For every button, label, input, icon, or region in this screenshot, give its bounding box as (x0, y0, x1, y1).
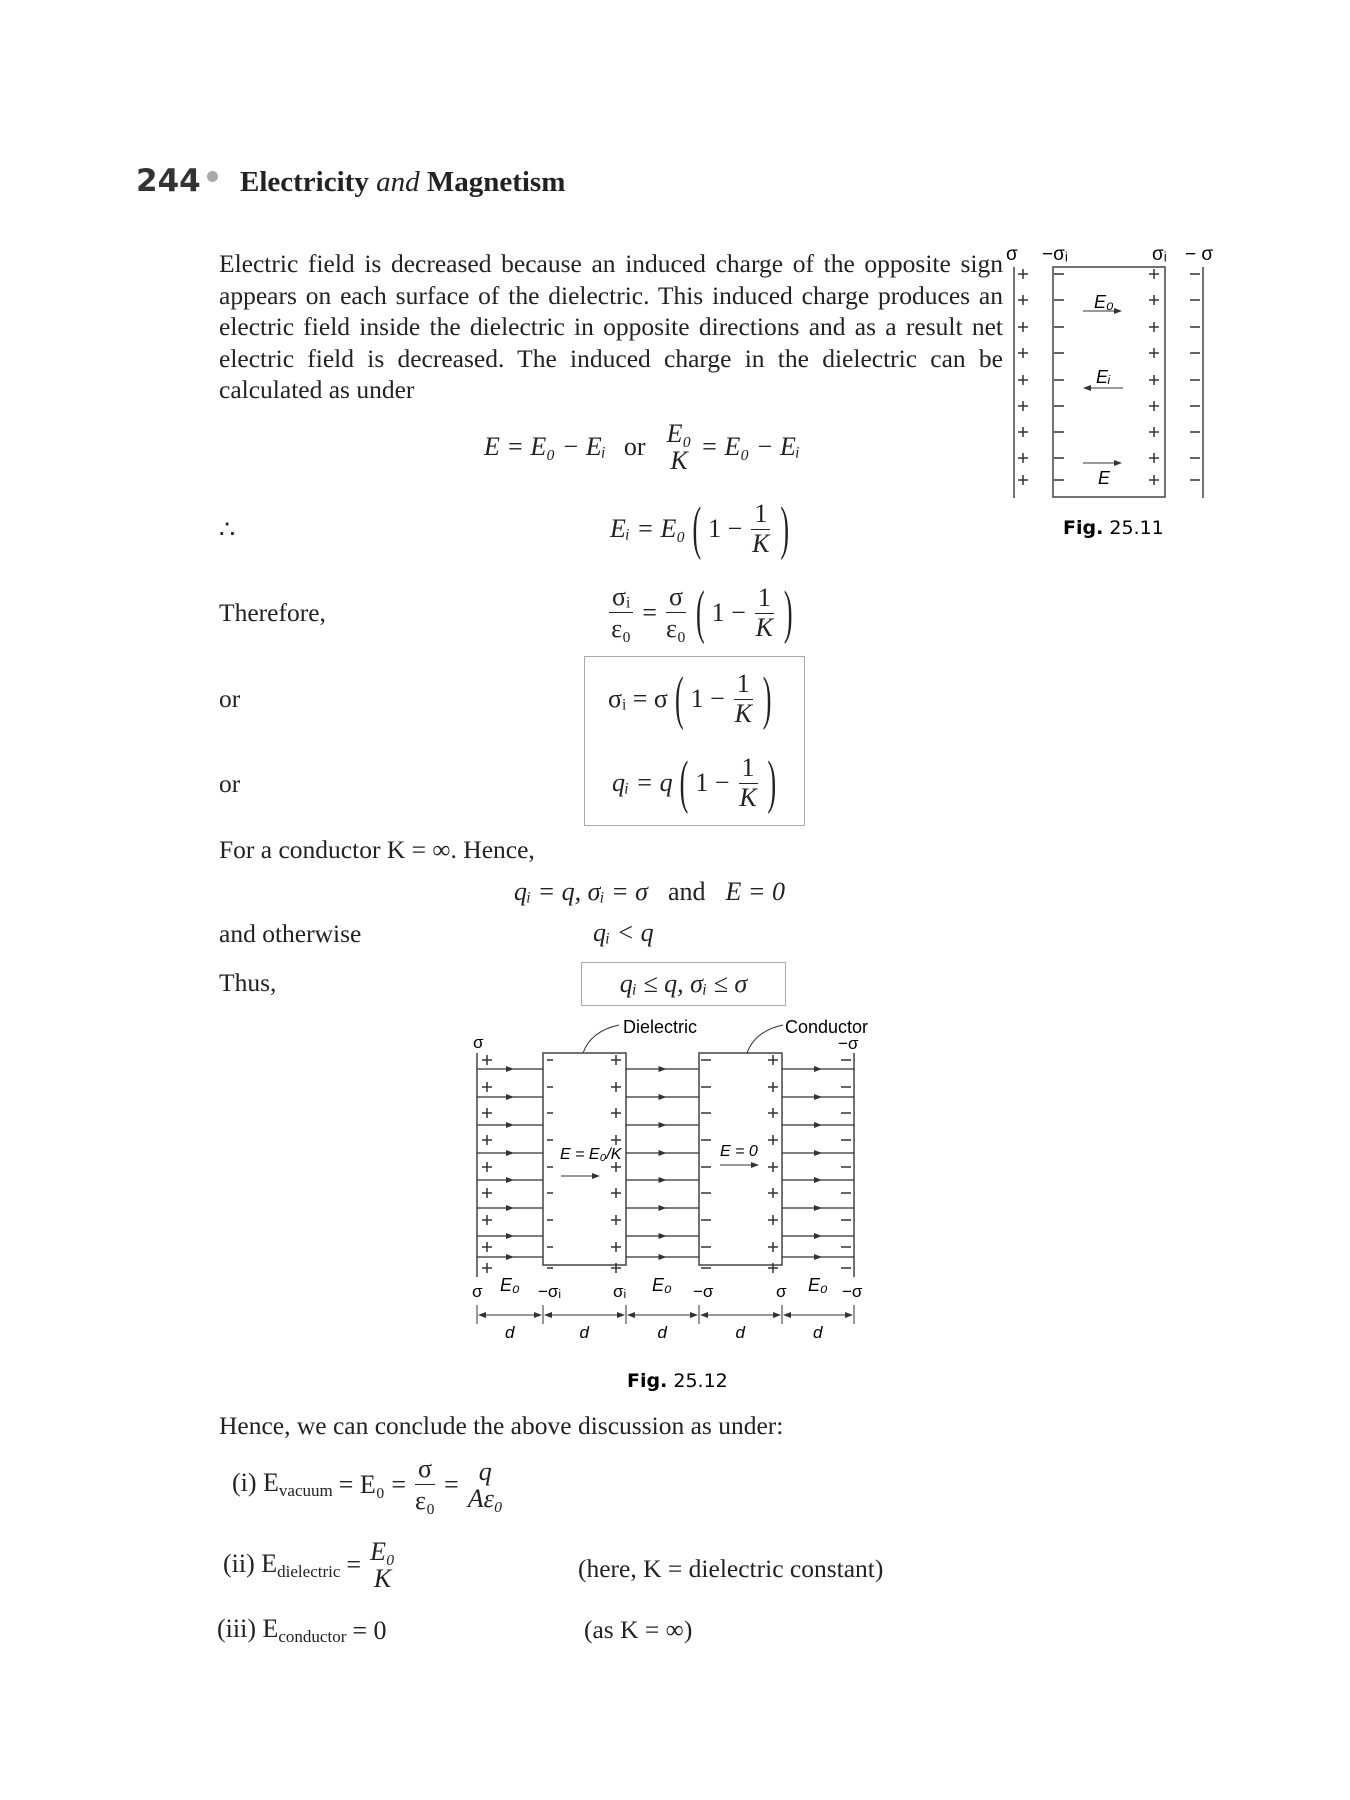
field-arrowhead (506, 1150, 514, 1156)
numerator: E₀ (370, 1537, 395, 1566)
plus-sign (1149, 348, 1159, 358)
thus-label: Thus, (219, 968, 277, 997)
plus-sign (1018, 375, 1028, 385)
plus-sign (1149, 269, 1159, 279)
label-e: E (1098, 468, 1111, 488)
dimension-label-d: d (735, 1323, 745, 1342)
plus-sign (1018, 295, 1028, 305)
label-e0: E₀ (808, 1275, 828, 1295)
fraction (755, 584, 774, 642)
eq-text: Eᵢ = E₀ (610, 513, 686, 543)
conclusion-ii (223, 1538, 398, 1593)
label-neg-sigma-i: −σᵢ (1042, 244, 1068, 265)
label-ei: Eᵢ (1096, 367, 1111, 387)
plus-sign (611, 1055, 621, 1065)
numerator: 1 (751, 500, 770, 530)
conclusion-i (232, 1455, 506, 1515)
plus-sign (482, 1162, 492, 1172)
fraction (739, 754, 758, 812)
eq-text: qᵢ ≤ q, σᵢ ≤ σ (619, 969, 748, 998)
conclusion-iii (217, 1614, 387, 1647)
field-arrowhead (506, 1205, 514, 1211)
denominator: ε₀ (415, 1486, 436, 1516)
plus-sign (1018, 322, 1028, 332)
conductor-line: For a conductor K = ∞. Hence, (219, 835, 535, 864)
plus-sign (611, 1135, 621, 1145)
equation-6 (514, 877, 785, 907)
fraction (751, 500, 770, 558)
plus-sign (482, 1263, 492, 1273)
field-arrowhead (814, 1205, 822, 1211)
eq-text: and (667, 877, 706, 906)
plus-sign (482, 1082, 492, 1092)
title-part: and (376, 166, 420, 198)
eq-text: 1 − (711, 597, 746, 627)
eq-text: 1 − (690, 683, 725, 713)
plus-sign (768, 1082, 778, 1092)
plus-sign (768, 1188, 778, 1198)
eq-text: (ii) E (223, 1548, 278, 1578)
field-arrowhead (814, 1233, 822, 1239)
plus-sign (611, 1082, 621, 1092)
inequality-box (581, 962, 786, 1006)
fraction (468, 1458, 503, 1513)
or-label: or (219, 769, 241, 798)
plus-sign (768, 1135, 778, 1145)
label-sigma: σ (776, 1282, 787, 1301)
plus-sign (768, 1242, 778, 1252)
eq-text: E = 0 (725, 877, 785, 906)
plus-sign (1018, 475, 1028, 485)
fraction (734, 670, 753, 728)
therefore-label: Therefore, (219, 598, 326, 627)
figure-25-11 (1000, 235, 1250, 539)
dimension-label-d: d (579, 1323, 589, 1342)
eq-text: E = E₀ − Eᵢ (484, 432, 606, 462)
plus-sign (1149, 375, 1159, 385)
plus-sign (1149, 401, 1159, 411)
label-neg-sigma-i: −σᵢ (538, 1282, 562, 1301)
fraction (609, 583, 633, 643)
dielectric-pointer (583, 1025, 619, 1053)
eq-text: or (623, 432, 646, 462)
eq-text: (iii) E (217, 1614, 279, 1643)
field-arrowhead (814, 1066, 822, 1072)
field-arrowhead (814, 1254, 822, 1260)
field-arrowhead (659, 1254, 667, 1260)
conductor-note: (as K = ∞) (584, 1615, 693, 1644)
plus-sign (482, 1135, 492, 1145)
subscript: conductor (278, 1627, 347, 1646)
eq-text: = (346, 1550, 362, 1580)
field-arrowhead (659, 1205, 667, 1211)
field-arrowhead (659, 1122, 667, 1128)
denominator: ε₀ (665, 614, 686, 644)
figure-caption (627, 1370, 728, 1392)
label-sigma: σ (1006, 244, 1018, 265)
label-e0: E₀ (652, 1275, 672, 1295)
figure-25-12 (460, 1010, 900, 1392)
eq-text: 1 − (708, 513, 743, 543)
field-arrowhead (506, 1254, 514, 1260)
label-conductor: Conductor (785, 1017, 869, 1037)
plus-sign (1149, 475, 1159, 485)
label-dielectric: Dielectric (623, 1017, 698, 1037)
arrow-e (1083, 460, 1122, 466)
plus-sign (482, 1215, 492, 1225)
plus-sign (1018, 401, 1028, 411)
numerator: 1 (734, 670, 753, 700)
plus-sign (1149, 427, 1159, 437)
plus-sign (611, 1108, 621, 1118)
denominator: K (739, 783, 757, 813)
plus-sign (768, 1108, 778, 1118)
paren: ( (695, 578, 705, 645)
and-otherwise-label: and otherwise (219, 919, 362, 948)
plus-sign (611, 1188, 621, 1198)
subscript: dielectric (277, 1561, 341, 1581)
numerator: E₀ (666, 419, 692, 448)
label-e-dielectric: E = E₀/K (560, 1146, 622, 1163)
plus-sign (611, 1242, 621, 1252)
eq-text: (i) E (232, 1468, 279, 1498)
numerator: 1 (755, 584, 774, 614)
label-e-conductor: E = 0 (720, 1143, 758, 1160)
label-sigma-i: σᵢ (613, 1282, 627, 1301)
field-arrowhead (814, 1177, 822, 1183)
field-arrowhead (506, 1233, 514, 1239)
equation-2 (610, 494, 790, 561)
numerator: 1 (739, 754, 758, 784)
denominator: Aε₀ (467, 1483, 503, 1513)
plus-sign (768, 1055, 778, 1065)
eq-text: = (642, 597, 657, 627)
caption-bold: Fig. (627, 1370, 668, 1392)
subscript: vacuum (278, 1481, 333, 1501)
title-part: Magnetism (426, 166, 566, 198)
denominator: K (373, 1564, 392, 1594)
eq-text: qᵢ = q, σᵢ = σ (514, 877, 648, 906)
equation-5 (612, 748, 777, 815)
conductor-pointer (747, 1025, 783, 1053)
denominator: K (755, 613, 773, 643)
plus-sign (611, 1162, 621, 1172)
or-label: or (219, 684, 241, 713)
plus-sign (1149, 295, 1159, 305)
eq-text: qᵢ < q (593, 918, 654, 947)
numerator: σ (666, 583, 686, 613)
field-arrowhead (659, 1066, 667, 1072)
numerator: σ (415, 1455, 435, 1485)
figure-caption (1063, 517, 1164, 539)
header-bullet (207, 171, 218, 182)
field-arrowhead (659, 1150, 667, 1156)
field-arrowhead (506, 1177, 514, 1183)
dimension-label-d: d (505, 1323, 515, 1342)
denominator: K (734, 699, 752, 729)
field-arrowhead (659, 1177, 667, 1183)
eq-text: 1 − (695, 767, 730, 797)
equation-4 (608, 664, 772, 731)
plus-sign (482, 1188, 492, 1198)
label-sigma: σ (472, 1282, 483, 1301)
field-arrowhead (506, 1066, 514, 1072)
fraction (415, 1455, 435, 1515)
caption-number: 25.12 (673, 1370, 728, 1392)
paren: ( (679, 748, 689, 815)
arrow-e-conductor (720, 1162, 759, 1168)
dielectric-note: (here, K = dielectric constant) (578, 1554, 884, 1583)
dimension-label-d: d (813, 1323, 823, 1342)
dimension-label-d: d (657, 1323, 667, 1342)
field-arrowhead (506, 1094, 514, 1100)
field-arrowhead (814, 1150, 822, 1156)
paren: ( (674, 664, 684, 731)
label-e0: E₀ (500, 1275, 520, 1295)
paren: ) (762, 664, 772, 731)
fraction (666, 583, 686, 643)
paren: ) (767, 748, 777, 815)
conclusion-intro: Hence, we can conclude the above discussion as under: (219, 1411, 784, 1440)
plus-sign (611, 1215, 621, 1225)
plus-sign (482, 1055, 492, 1065)
therefore-symbol: ∴ (219, 515, 236, 544)
label-sigma-top: σ (473, 1033, 484, 1052)
label-e0: E₀ (1094, 292, 1114, 312)
numerator: σᵢ (609, 583, 633, 613)
fraction (370, 1538, 395, 1593)
equation-1 (484, 420, 800, 475)
eq-text: qᵢ = q (612, 767, 673, 797)
plus-sign (1149, 453, 1159, 463)
plus-sign (1018, 269, 1028, 279)
label-neg-sigma: −σ (693, 1282, 714, 1301)
eq-text: = E₀ − Eᵢ (700, 432, 800, 462)
arrow-e-dielectric (561, 1173, 600, 1179)
plus-sign (768, 1162, 778, 1172)
field-arrowhead (659, 1233, 667, 1239)
field-arrowhead (506, 1122, 514, 1128)
numerator: q (478, 1456, 492, 1486)
fraction (667, 420, 692, 475)
label-sigma-i: σᵢ (1152, 244, 1167, 265)
paren: ) (783, 578, 793, 645)
paren: ) (780, 494, 789, 561)
caption-bold: Fig. (1063, 517, 1104, 539)
plus-sign (768, 1215, 778, 1225)
plus-sign (1149, 322, 1159, 332)
field-arrowhead (814, 1094, 822, 1100)
label-neg-sigma: − σ (1185, 244, 1214, 265)
denominator: ε₀ (611, 614, 632, 644)
page-number: 244 (136, 163, 201, 199)
denominator: K (752, 529, 770, 559)
intro-paragraph: Electric field is decreased because an induced charge of the opposite sign appears on each surface of the dielectric. This induced charge produces an electric field inside the dielectric in opposite directions and as a result net electric field is decreased. The induced charge in the dielectric can be calculated as under (219, 249, 1003, 404)
plus-sign (1018, 427, 1028, 437)
field-arrowhead (659, 1094, 667, 1100)
plus-sign (1018, 348, 1028, 358)
paren: ( (692, 494, 702, 561)
title-part: Electricity (240, 166, 369, 198)
denominator: K (670, 446, 688, 476)
eq-text: = (444, 1469, 459, 1499)
eq-text: σᵢ = σ (608, 683, 668, 713)
chapter-title (240, 166, 565, 199)
equation-3 (606, 578, 793, 645)
plus-sign (1018, 453, 1028, 463)
caption-number: 25.11 (1109, 517, 1164, 539)
label-neg-sigma-top: −σ (838, 1034, 859, 1053)
plus-sign (482, 1108, 492, 1118)
label-neg-sigma: −σ (842, 1282, 863, 1301)
plus-sign (482, 1242, 492, 1252)
eq-text: = E₀ = (338, 1469, 407, 1499)
eq-text: = 0 (352, 1615, 387, 1645)
field-arrowhead (814, 1122, 822, 1128)
equation-7 (593, 918, 654, 948)
